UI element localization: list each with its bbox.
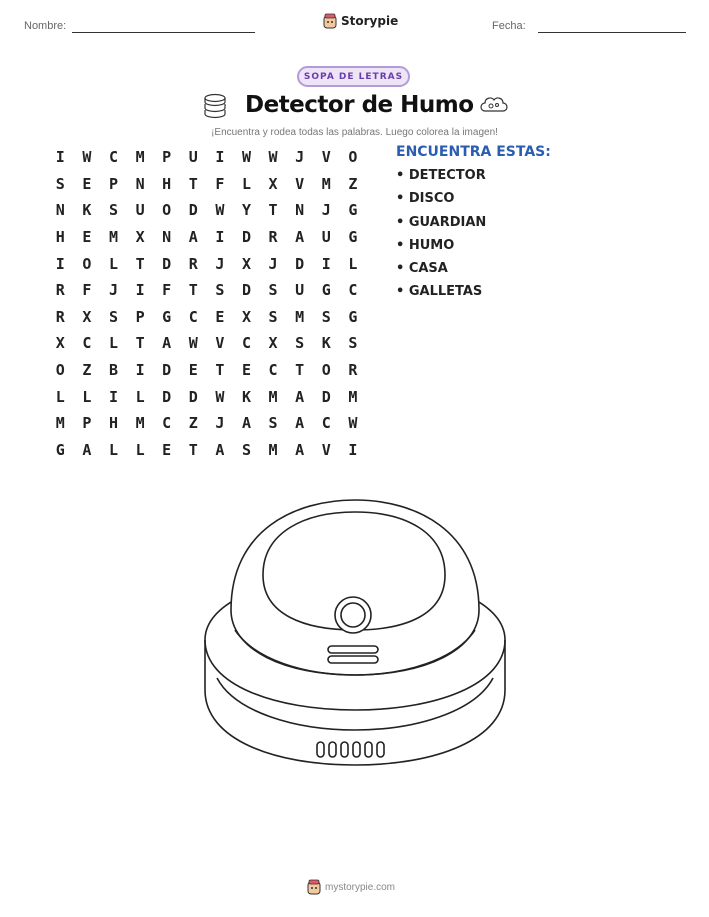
grid-letter: R (268, 228, 278, 247)
grid-letter: G (55, 440, 65, 459)
grid-row (47, 330, 366, 357)
grid-letter: A (162, 334, 172, 353)
grid-letter: L (135, 440, 145, 459)
grid-letter: D (188, 387, 198, 406)
grid-letter: D (241, 228, 251, 247)
grid-row (47, 171, 366, 198)
grid-letter: N (162, 228, 172, 247)
grid-letter: T (135, 334, 145, 353)
grid-letter: C (82, 334, 92, 353)
grid-letter: Z (82, 361, 92, 380)
grid-letter: J (215, 414, 225, 433)
grid-letter: C (162, 414, 172, 433)
date-line (538, 32, 686, 33)
brand-logo (323, 13, 398, 29)
grid-letter: W (82, 148, 92, 167)
grid-letter: R (55, 281, 65, 300)
grid-letter: U (135, 201, 145, 220)
word-item: • DISCO (396, 191, 455, 207)
grid-letter: C (321, 414, 331, 433)
grid-letter: D (241, 281, 251, 300)
grid-letter: C (241, 334, 251, 353)
grid-row (47, 383, 366, 410)
grid-letter: N (295, 201, 305, 220)
grid-letter: X (241, 307, 251, 326)
grid-row (47, 224, 366, 251)
grid-letter: W (241, 148, 251, 167)
grid-letter: D (321, 387, 331, 406)
grid-letter: W (188, 334, 198, 353)
grid-letter: L (55, 387, 65, 406)
grid-letter: J (321, 201, 331, 220)
word-item: • CASA (396, 261, 448, 277)
grid-letter: J (295, 148, 305, 167)
grid-letter: Z (348, 174, 358, 193)
grid-letter: J (108, 281, 118, 300)
grid-letter: O (55, 361, 65, 380)
grid-letter: H (55, 228, 65, 247)
grid-letter: A (295, 440, 305, 459)
grid-letter: L (348, 254, 358, 273)
word-list-title: ENCUENTRA ESTAS: (396, 144, 551, 160)
grid-letter: K (241, 387, 251, 406)
grid-letter: L (82, 387, 92, 406)
instructions: ¡Encuentra y rodea todas las palabras. Luego colorea la imagen! (211, 127, 498, 138)
grid-letter: S (348, 334, 358, 353)
grid-letter: O (82, 254, 92, 273)
grid-letter: G (348, 307, 358, 326)
footer-url: mystorypie.com (325, 881, 396, 893)
grid-letter: P (135, 307, 145, 326)
smoke-detector-stack-icon (203, 93, 227, 119)
grid-letter: A (215, 440, 225, 459)
grid-letter: E (162, 440, 172, 459)
grid-letter: I (108, 387, 118, 406)
grid-letter: X (241, 254, 251, 273)
word-list (396, 144, 551, 308)
word-search-grid (47, 144, 366, 463)
storypie-mascot-icon (323, 13, 337, 29)
grid-letter: S (215, 281, 225, 300)
grid-letter: F (215, 174, 225, 193)
word-item: • GALLETAS (396, 284, 483, 300)
grid-row (47, 437, 366, 464)
grid-letter: G (321, 281, 331, 300)
word-item: • GUARDIAN (396, 214, 487, 230)
grid-letter: C (188, 307, 198, 326)
grid-letter: C (348, 281, 358, 300)
grid-letter: T (188, 440, 198, 459)
grid-letter: S (55, 174, 65, 193)
grid-letter: C (268, 361, 278, 380)
brand-name: Storypie (341, 14, 399, 28)
grid-letter: S (295, 334, 305, 353)
grid-letter: T (215, 361, 225, 380)
grid-letter: P (108, 174, 118, 193)
grid-letter: M (268, 387, 278, 406)
grid-letter: W (215, 201, 225, 220)
grid-letter: J (268, 254, 278, 273)
smoke-cloud-icon (479, 95, 509, 117)
grid-letter: O (348, 148, 358, 167)
grid-letter: M (321, 174, 331, 193)
grid-letter: M (295, 307, 305, 326)
grid-letter: S (108, 201, 118, 220)
grid-letter: I (321, 254, 331, 273)
grid-letter: S (241, 440, 251, 459)
grid-letter: I (215, 148, 225, 167)
grid-letter: H (162, 174, 172, 193)
grid-row (47, 197, 366, 224)
grid-letter: I (55, 254, 65, 273)
grid-letter: L (108, 254, 118, 273)
grid-letter: M (268, 440, 278, 459)
grid-letter: B (108, 361, 118, 380)
grid-letter: G (348, 228, 358, 247)
grid-letter: E (215, 307, 225, 326)
page-title: Detector de Humo (245, 92, 474, 118)
grid-letter: M (135, 148, 145, 167)
grid-row (47, 250, 366, 277)
puzzle-type-badge: SOPA DE LETRAS (297, 66, 410, 87)
grid-row (47, 144, 366, 171)
grid-letter: R (188, 254, 198, 273)
grid-letter: L (135, 387, 145, 406)
grid-letter: S (108, 307, 118, 326)
grid-letter: I (348, 440, 358, 459)
grid-letter: N (55, 201, 65, 220)
grid-letter: E (188, 361, 198, 380)
grid-letter: E (241, 361, 251, 380)
grid-letter: T (268, 201, 278, 220)
grid-letter: A (241, 414, 251, 433)
grid-letter: G (348, 201, 358, 220)
storypie-mascot-icon (307, 879, 321, 895)
grid-letter: I (55, 148, 65, 167)
name-line (72, 32, 255, 33)
footer (307, 879, 395, 895)
grid-row (47, 410, 366, 437)
grid-letter: O (162, 201, 172, 220)
grid-letter: Y (241, 201, 251, 220)
grid-letter: D (162, 361, 172, 380)
grid-row (47, 304, 366, 331)
grid-letter: S (268, 307, 278, 326)
grid-letter: T (295, 361, 305, 380)
word-item: • DETECTOR (396, 168, 486, 183)
grid-letter: M (108, 228, 118, 247)
grid-letter: S (268, 414, 278, 433)
grid-letter: M (55, 414, 65, 433)
grid-letter: R (55, 307, 65, 326)
grid-letter: U (321, 228, 331, 247)
grid-letter: L (108, 440, 118, 459)
grid-letter: A (295, 414, 305, 433)
grid-letter: A (188, 228, 198, 247)
grid-letter: X (55, 334, 65, 353)
grid-letter: X (268, 334, 278, 353)
grid-letter: P (162, 148, 172, 167)
grid-letter: I (215, 228, 225, 247)
grid-letter: V (215, 334, 225, 353)
grid-letter: W (215, 387, 225, 406)
grid-letter: A (295, 387, 305, 406)
grid-letter: E (82, 174, 92, 193)
grid-letter: V (295, 174, 305, 193)
grid-letter: X (82, 307, 92, 326)
grid-letter: X (135, 228, 145, 247)
grid-letter: W (268, 148, 278, 167)
grid-letter: L (241, 174, 251, 193)
grid-letter: D (162, 387, 172, 406)
grid-letter: C (108, 148, 118, 167)
grid-letter: I (135, 281, 145, 300)
grid-letter: D (188, 201, 198, 220)
grid-letter: G (162, 307, 172, 326)
grid-letter: O (321, 361, 331, 380)
grid-letter: V (321, 148, 331, 167)
grid-letter: T (135, 254, 145, 273)
grid-letter: L (108, 334, 118, 353)
grid-letter: P (82, 414, 92, 433)
grid-letter: M (348, 387, 358, 406)
grid-letter: X (268, 174, 278, 193)
grid-letter: S (268, 281, 278, 300)
grid-letter: R (348, 361, 358, 380)
grid-letter: U (295, 281, 305, 300)
grid-row (47, 277, 366, 304)
grid-letter: M (135, 414, 145, 433)
grid-letter: K (321, 334, 331, 353)
grid-letter: U (188, 148, 198, 167)
word-item: • HUMO (396, 237, 455, 253)
grid-letter: A (295, 228, 305, 247)
name-label: Nombre: (24, 20, 67, 32)
grid-letter: W (348, 414, 358, 433)
grid-letter: N (135, 174, 145, 193)
smoke-detector-drawing (195, 490, 515, 780)
grid-letter: D (295, 254, 305, 273)
grid-letter: D (162, 254, 172, 273)
grid-letter: F (162, 281, 172, 300)
date-label: Fecha: (492, 20, 526, 32)
grid-letter: E (82, 228, 92, 247)
grid-letter: Z (188, 414, 198, 433)
grid-letter: J (215, 254, 225, 273)
grid-letter: F (82, 281, 92, 300)
grid-letter: V (321, 440, 331, 459)
grid-letter: A (82, 440, 92, 459)
grid-letter: T (188, 281, 198, 300)
grid-letter: T (188, 174, 198, 193)
grid-letter: H (108, 414, 118, 433)
grid-letter: S (321, 307, 331, 326)
grid-row (47, 357, 366, 384)
grid-letter: I (135, 361, 145, 380)
grid-letter: K (82, 201, 92, 220)
